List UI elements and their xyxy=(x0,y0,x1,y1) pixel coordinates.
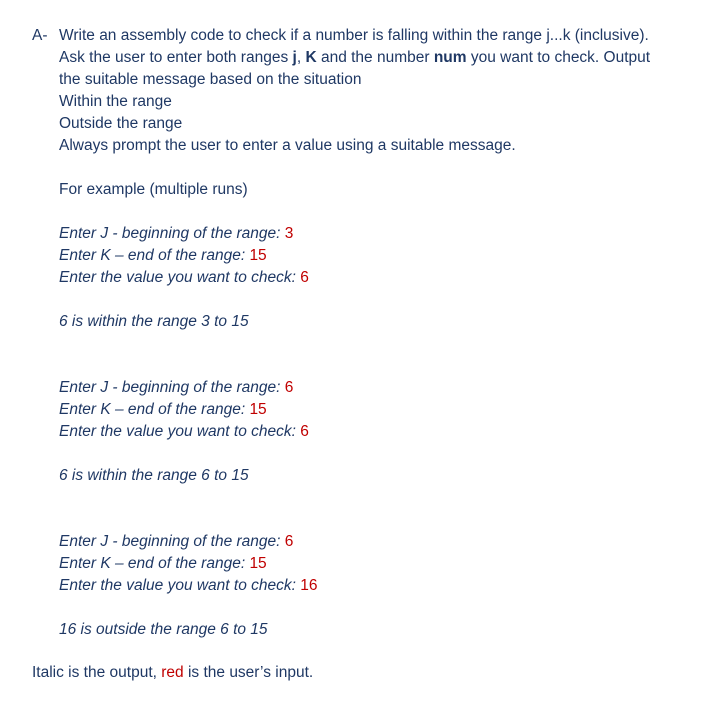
run-3-prompt-j: Enter J - beginning of the range: 6 xyxy=(59,533,294,550)
user-input: 6 xyxy=(300,423,309,440)
user-input: 6 xyxy=(284,533,294,550)
list-marker: A- xyxy=(32,27,48,44)
run-1-prompt-j: Enter J - beginning of the range: 3 xyxy=(59,225,294,242)
legend-red-word: red xyxy=(161,664,184,681)
run-1-result: 6 is within the range 3 to 15 xyxy=(59,313,249,330)
option-within: Within the range xyxy=(59,93,172,110)
run-1-prompt-value: Enter the value you want to check: 6 xyxy=(59,269,309,286)
example-heading: For example (multiple runs) xyxy=(59,181,248,198)
user-input: 6 xyxy=(300,269,309,286)
user-input: 3 xyxy=(284,225,294,242)
task-line-2: Ask the user to enter both ranges j, K and the number num you want to check. Output xyxy=(59,49,651,66)
run-2-prompt-value: Enter the value you want to check: 6 xyxy=(59,423,309,440)
run-3-prompt-k: Enter K – end of the range: 15 xyxy=(59,555,267,572)
user-input: 15 xyxy=(249,247,267,264)
run-2-prompt-k: Enter K – end of the range: 15 xyxy=(59,401,267,418)
task-line-3: the suitable message based on the situation xyxy=(59,71,362,88)
task-line-1: Write an assembly code to check if a number is falling within the range j...k (inclusive). xyxy=(59,27,649,44)
run-3-prompt-value: Enter the value you want to check: 16 xyxy=(59,577,318,594)
var-j: j xyxy=(292,49,297,66)
run-1-prompt-k: Enter K – end of the range: 15 xyxy=(59,247,267,264)
run-3-result: 16 is outside the range 6 to 15 xyxy=(59,621,268,638)
run-2-result: 6 is within the range 6 to 15 xyxy=(59,467,249,484)
option-outside: Outside the range xyxy=(59,115,183,132)
user-input: 15 xyxy=(249,555,267,572)
run-2-prompt-j: Enter J - beginning of the range: 6 xyxy=(59,379,294,396)
var-num: num xyxy=(433,49,467,66)
task-line-prompt: Always prompt the user to enter a value using a suitable message. xyxy=(59,137,516,154)
user-input: 6 xyxy=(284,379,294,396)
user-input: 16 xyxy=(300,577,318,594)
user-input: 15 xyxy=(249,401,267,418)
legend-note: Italic is the output, red is the user’s input. xyxy=(32,664,314,681)
var-k: K xyxy=(305,49,317,66)
